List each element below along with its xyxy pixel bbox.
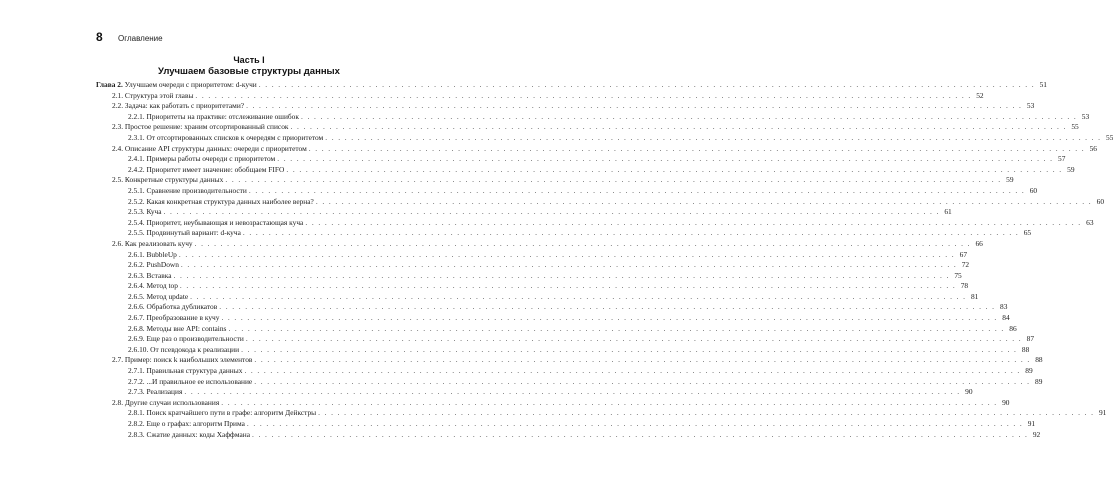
toc-entry-title: 2.4.1. Примеры работы очереди с приоритетом [128,154,276,164]
dot-leader: . . . . . . . . . . . . . . . . . . . . . . . . . . . . . . . . . . . . . . . . . . . . . . . . . . . . . . . . . . . . . . . . . . . . . . . . . . . . . . . . . . . . . . . . . . . . . . . . . . . . . . . . . . . . . . . . . . . . . . . . [286,164,1063,174]
toc-page-number: 90 [965,387,973,397]
toc-page-number: 88 [1021,344,1030,354]
toc-entry-title: 2.7. Пример: поиск k наибольших элементов [112,355,253,365]
dot-leader: . . . . . . . . . . . . . . . . . . . . . . . . . . . . . . . . . . . . . . . . . . . . . . . . . . . . . . . . . . . . . . . . . . . . . . . . . . . . . . . . . . . . . . . . . . . . . . . . . . . . . . . . . . . . . . . . . . . . . . . . [325,132,1102,142]
toc-page-number: 91 [1098,408,1107,418]
toc-entry-title: 2.6.6. Обработка дубликатов [128,302,218,312]
toc-entry-title: 2.6.9. Еще раз о производительности [128,334,244,344]
toc-page-number: 51 [1039,80,1047,89]
page-number: 8 [96,30,103,44]
table-of-contents [96,80,1113,440]
toc-subsection-entry [96,217,1094,229]
toc-page-number: 75 [954,270,962,280]
toc-subsection-entry [96,228,1032,239]
toc-page-number: 86 [1009,323,1017,333]
dot-leader: . . . . . . . . . . . . . . . . . . . . . . . . . . . . . . . . . . . . . . . . . . . . . . . . . . . . . . . . . . . . . . . . . . . . . . . . . . . . . . . . . . . . . . . . . . . . . . . . . . . . . . . . . . . . . . . . . . . . . . . . [315,196,1093,206]
toc-entry-title [96,80,257,91]
toc-page-number: 90 [1002,397,1010,407]
dot-leader: . . . . . . . . . . . . . . . . . . . . . . . . . . . . . . . . . . . . . . . . . . . . . . . . . . . . . . . . . . . . . . . . . . . . . . . . . . . . . . . . . . . . . . . . . . . . . . . . . . . . . . . . . . . . . . . . . . . . . . . . [254,355,1031,365]
part-title: Улучшаем базовые структуры данных [158,66,340,77]
toc-subsection-entry [96,302,1008,313]
toc-page-number: 60 [1029,185,1038,195]
dot-leader: . . . . . . . . . . . . . . . . . . . . . . . . . . . . . . . . . . . . . . . . . . . . . . . . . . . . . . . . . . . . . . . . . . . . . . . . . . . . . . . . . . . . . . . . . . . . . . . . . . . . . . . . . . . . . . . . . . . . . . . . [254,376,1031,386]
toc-page-number: 65 [1023,228,1032,238]
dot-leader: . . . . . . . . . . . . . . . . . . . . . . . . . . . . . . . . . . . . . . . . . . . . . . . . . . . . . . . . . . . . . . . . . . . . . . . . . . . . . . . . . . . . . . . . . . . . . . . . . . . . . . . . . . . . . . . . . . . . . . . . [245,334,1023,344]
toc-subsection-entry [96,154,1066,165]
dot-leader: . . . . . . . . . . . . . . . . . . . . . . . . . . . . . . . . . . . . . . . . . . . . . . . . . . . . . . . . . . . . . . . . . . . . . . . . . . . . . . . . . . . . . . . . . . . . . . . . . . . . . . . . . . . . . . . . . . . . . . . . [190,291,967,301]
toc-entry-title: 2.8.3. Сжатие данных: коды Хаффмана [128,429,250,439]
running-head [96,30,163,44]
dot-leader: . . . . . . . . . . . . . . . . . . . . . . . . . . . . . . . . . . . . . . . . . . . . . . . . . . . . . . . . . . . . . . . . . . . . . . . . . . . . . . . . . . . . . . . . . . . . . . . . . . . . . . . . . . . . . . . . . . . . . . . . [221,397,998,407]
dot-leader: . . . . . . . . . . . . . . . . . . . . . . . . . . . . . . . . . . . . . . . . . . . . . . . . . . . . . . . . . . . . . . . . . . . . . . . . . . . . . . . . . . . . . . . . . . . . . . . . . . . . . . . . . . . . . . . . . . . . . . . . [194,238,971,248]
dot-leader: . . . . . . . . . . . . . . . . . . . . . . . . . . . . . . . . . . . . . . . . . . . . . . . . . . . . . . . . . . . . . . . . . . . . . . . . . . . . . . . . . . . . . . . . . . . . . . . . . . . . . . . . . . . . . . . . . . . . . . . . [248,185,1026,195]
toc-page-number: 61 [944,207,952,217]
dot-leader: . . . . . . . . . . . . . . . . . . . . . . . . . . . . . . . . . . . . . . . . . . . . . . . . . . . . . . . . . . . . . . . . . . . . . . . . . . . . . . . . . . . . . . . . . . . . . . . . . . . . . . . . . . . . . . . . . . . . . . . . [241,344,1018,354]
toc-subsection-entry [96,334,1035,345]
toc-entry-title: 2.7.2. ...И правильное ее использование [128,376,253,386]
toc-page-number: 89 [1035,376,1043,386]
toc-subsection-entry [96,344,1030,356]
toc-entry-title: 2.6.8. Методы вне API: contains [128,323,227,333]
toc-subsection-entry [96,281,969,292]
toc-page-number: 59 [1067,164,1075,174]
toc-page-number: 53 [1026,101,1035,111]
toc-subsection-entry [96,366,1033,377]
toc-subsection-entry [96,196,1105,208]
toc-subsection-entry [96,185,1038,197]
toc-entry-title: 2.6.3. Вставка [128,270,172,280]
dot-leader: . . . . . . . . . . . . . . . . . . . . . . . . . . . . . . . . . . . . . . . . . . . . . . . . . . . . . . . . . . . . . . . . . . . . . . . . . . . . . . . . . . . . . . . . . . . . . . . . . . . . . . . . . . . . . . . . . . . . . . . . [179,281,957,291]
dot-leader: . . . . . . . . . . . . . . . . . . . . . . . . . . . . . . . . . . . . . . . . . . . . . . . . . . . . . . . . . . . . . . . . . . . . . . . . . . . . . . . . . . . . . . . . . . . . . . . . . . . . . . . . . . . . . . . . . . . . . . . . [244,366,1021,376]
toc-page-number: 81 [970,291,979,301]
dot-leader: . . . . . . . . . . . . . . . . . . . . . . . . . . . . . . . . . . . . . . . . . . . . . . . . . . . . . . . . . . . . . . . . . . . . . . . . . . . . . . . . . . . . . . . . . . . . . . . . . . . . . . . . . . . . . . . . . . . . . . . . [290,122,1067,132]
toc-subsection-entry [96,111,1090,123]
toc-entry-title: 2.4. Описание API структуры данных: очереди с приоритетом [112,143,307,153]
toc-entry-title: 2.6.7. Преобразование в кучу [128,313,220,323]
toc-page-number: 53 [1081,111,1090,121]
toc-chapter-title: Улучшаем очереди с приоритетом: d-кучи [124,80,257,89]
toc-page-number: 84 [1002,313,1010,323]
toc-subsection-entry [96,387,973,398]
toc-subsection-entry [96,260,970,271]
toc-entry-title: 2.5.4. Приоритет, неубывающая и невозрастающая куча [128,217,304,227]
running-head-title: Оглавление [118,34,163,43]
toc-page-number: 66 [975,238,983,248]
dot-leader: . . . . . . . . . . . . . . . . . . . . . . . . . . . . . . . . . . . . . . . . . . . . . . . . . . . . . . . . . . . . . . . . . . . . . . . . . . . . . . . . . . . . . . . . . . . . . . . . . . . . . . . . . . . . . . . . . . . . . . . . [180,260,958,270]
dot-leader: . . . . . . . . . . . . . . . . . . . . . . . . . . . . . . . . . . . . . . . . . . . . . . . . . . . . . . . . . . . . . . . . . . . . . . . . . . . . . . . . . . . . . . . . . . . . . . . . . . . . . . . . . . . . . . . . . . . . . . . . [173,270,950,280]
toc-entry-title: 2.6.10. От псевдокода к реализации [128,344,240,354]
dot-leader: . . . . . . . . . . . . . . . . . . . . . . . . . . . . . . . . . . . . . . . . . . . . . . . . . . . . . . . . . . . . . . . . . . . . . . . . . . . . . . . . . . . . . . . . . . . . . . . . . . . . . . . . . . . . . . . . . . . . . . . . [195,90,972,100]
dot-leader: . . . . . . . . . . . . . . . . . . . . . . . . . . . . . . . . . . . . . . . . . . . . . . . . . . . . . . . . . . . . . . . . . . . . . . . . . . . . . . . . . . . . . . . . . . . . . . . . . . . . . . . . . . . . . . . . . . . . . . . . [228,323,1005,333]
toc-subsection-entry [96,376,1043,388]
toc-subsection-entry [96,429,1041,441]
toc-page-number: 63 [1086,217,1094,227]
dot-leader: . . . . . . . . . . . . . . . . . . . . . . . . . . . . . . . . . . . . . . . . . . . . . . . . . . . . . . . . . . . . . . . . . . . . . . . . . . . . . . . . . . . . . . . . . . . . . . . . . . . . . . . . . . . . . . . . . . . . . . . . [163,207,940,217]
toc-chapter-label: Глава 2. [96,80,123,89]
toc-entry-title: 2.1. Структура этой главы [112,90,194,100]
toc-section-entry [96,397,1010,409]
toc-page-number: 57 [1058,154,1066,164]
toc-entry-title: 2.7.3. Реализация [128,387,183,397]
dot-leader: . . . . . . . . . . . . . . . . . . . . . . . . . . . . . . . . . . . . . . . . . . . . . . . . . . . . . . . . . . . . . . . . . . . . . . . . . . . . . . . . . . . . . . . . . . . . . . . . . . . . . . . . . . . . . . . . . . . . . . . . [178,249,956,259]
toc-entry-title: 2.2. Задача: как работать с приоритетами? [112,101,245,111]
toc-page-number: 52 [976,90,984,100]
dot-leader: . . . . . . . . . . . . . . . . . . . . . . . . . . . . . . . . . . . . . . . . . . . . . . . . . . . . . . . . . . . . . . . . . . . . . . . . . . . . . . . . . . . . . . . . . . . . . . . . . . . . . . . . . . . . . . . . . . . . . . . . [246,419,1024,428]
toc-entry-title: 2.8.1. Поиск кратчайшего пути в графе: алгоритм Дейкстры [128,408,317,418]
toc-page-number: 92 [1032,429,1041,439]
dot-leader: . . . . . . . . . . . . . . . . . . . . . . . . . . . . . . . . . . . . . . . . . . . . . . . . . . . . . . . . . . . . . . . . . . . . . . . . . . . . . . . . . . . . . . . . . . . . . . . . . . . . . . . . . . . . . . . . . . . . . . . . [225,175,1002,185]
toc-entry-title: 2.7.1. Правильная структура данных [128,366,243,376]
toc-page-number: 55 [1071,122,1079,132]
toc-entry-title: 2.5.3. Куча [128,207,162,217]
toc-entry-title: 2.5.5. Продвинутый вариант: d-куча [128,228,241,238]
toc-section-entry [96,175,1014,186]
toc-entry-title: 2.5.1. Сравнение производительности [128,185,247,195]
toc-page-number: 88 [1035,355,1043,365]
dot-leader: . . . . . . . . . . . . . . . . . . . . . . . . . . . . . . . . . . . . . . . . . . . . . . . . . . . . . . . . . . . . . . . . . . . . . . . . . . . . . . . . . . . . . . . . . . . . . . . . . . . . . . . . . . . . . . . . . . . . . . . . [277,154,1054,164]
toc-page-number: 78 [960,281,969,291]
dot-leader: . . . . . . . . . . . . . . . . . . . . . . . . . . . . . . . . . . . . . . . . . . . . . . . . . . . . . . . . . . . . . . . . . . . . . . . . . . . . . . . . . . . . . . . . . . . . . . . . . . . . . . . . . . . . . . . . . . . . . . . . [305,217,1082,227]
toc-page-number: 87 [1026,334,1035,344]
dot-leader: . . . . . . . . . . . . . . . . . . . . . . . . . . . . . . . . . . . . . . . . . . . . . . . . . . . . . . . . . . . . . . . . . . . . . . . . . . . . . . . . . . . . . . . . . . . . . . . . . . . . . . . . . . . . . . . . . . . . . . . . [258,80,1035,89]
toc-page-number: 56 [1089,143,1097,153]
toc-entry-title: 2.6.4. Метод top [128,281,178,291]
toc-page-number: 83 [1000,302,1008,312]
dot-leader: . . . . . . . . . . . . . . . . . . . . . . . . . . . . . . . . . . . . . . . . . . . . . . . . . . . . . . . . . . . . . . . . . . . . . . . . . . . . . . . . . . . . . . . . . . . . . . . . . . . . . . . . . . . . . . . . . . . . . . . . [300,111,1078,121]
toc-subsection-entry [96,291,979,303]
dot-leader: . . . . . . . . . . . . . . . . . . . . . . . . . . . . . . . . . . . . . . . . . . . . . . . . . . . . . . . . . . . . . . . . . . . . . . . . . . . . . . . . . . . . . . . . . . . . . . . . . . . . . . . . . . . . . . . . . . . . . . . . [246,101,1023,111]
toc-entry-title: 2.5.2. Какая конкретная структура данных наиболее верна? [128,196,314,206]
toc-page-number: 89 [1025,366,1033,376]
toc-section-entry [96,90,984,102]
part-label: Часть I [233,55,265,65]
toc-chapter-entry [96,80,1047,91]
dot-leader: . . . . . . . . . . . . . . . . . . . . . . . . . . . . . . . . . . . . . . . . . . . . . . . . . . . . . . . . . . . . . . . . . . . . . . . . . . . . . . . . . . . . . . . . . . . . . . . . . . . . . . . . . . . . . . . . . . . . . . . . [318,408,1095,418]
toc-entry-title: 2.5. Конкретные структуры данных [112,175,224,185]
toc-section-entry [96,143,1097,155]
toc-page-number: 72 [961,260,970,270]
toc-entry-title: 2.6. Как реализовать кучу [112,238,193,248]
toc-section-entry [96,122,1079,133]
toc-subsection-entry [96,249,968,261]
toc-subsection-entry [96,270,962,282]
toc-section-entry [96,101,1035,112]
toc-subsection-entry [96,313,1010,324]
toc-entry-title: 2.3. Простое решение: храним отсортированный список [112,122,289,132]
toc-subsection-entry [96,408,1107,419]
toc-page-number: 55 [1106,132,1113,142]
dot-leader: . . . . . . . . . . . . . . . . . . . . . . . . . . . . . . . . . . . . . . . . . . . . . . . . . . . . . . . . . . . . . . . . . . . . . . . . . . . . . . . . . . . . . . . . . . . . . . . . . . . . . . . . . . . . . . . . . . . . . . . . [252,429,1029,439]
toc-section-entry [96,355,1043,366]
toc-entry-title: 2.6.2. PushDown [128,260,179,270]
dot-leader: . . . . . . . . . . . . . . . . . . . . . . . . . . . . . . . . . . . . . . . . . . . . . . . . . . . . . . . . . . . . . . . . . . . . . . . . . . . . . . . . . . . . . . . . . . . . . . . . . . . . . . . . . . . . . . . . . . . . . . . . [242,228,1020,238]
dot-leader: . . . . . . . . . . . . . . . . . . . . . . . . . . . . . . . . . . . . . . . . . . . . . . . . . . . . . . . . . . . . . . . . . . . . . . . . . . . . . . . . . . . . . . . . . . . . . . . . . . . . . . . . . . . . . . . . . . . . . . . . [219,302,996,312]
toc-subsection-entry [96,164,1075,176]
toc-subsection-entry [96,132,1113,144]
toc-subsection-entry [96,207,952,218]
toc-page-number: 59 [1006,175,1014,185]
toc-entry-title: 2.4.2. Приоритет имеет значение: обобщаем FIFO [128,164,285,174]
toc-section-entry [96,238,983,250]
toc-entry-title: 2.3.1. От отсортированных списков к очередям с приоритетом [128,132,324,142]
toc-entry-title: 2.2.1. Приоритеты на практике: отслеживание ошибок [128,111,299,121]
toc-subsection-entry [96,323,1017,335]
toc-entry-title: 2.8.2. Еще о графах: алгоритм Прима [128,419,245,428]
dot-leader: . . . . . . . . . . . . . . . . . . . . . . . . . . . . . . . . . . . . . . . . . . . . . . . . . . . . . . . . . . . . . . . . . . . . . . . . . . . . . . . . . . . . . . . . . . . . . . . . . . . . . . . . . . . . . . . . . . . . . . . . [184,387,961,397]
toc-entry-title: 2.6.5. Метод update [128,291,189,301]
toc-page-number: 60 [1096,196,1105,206]
dot-leader: . . . . . . . . . . . . . . . . . . . . . . . . . . . . . . . . . . . . . . . . . . . . . . . . . . . . . . . . . . . . . . . . . . . . . . . . . . . . . . . . . . . . . . . . . . . . . . . . . . . . . . . . . . . . . . . . . . . . . . . . [221,313,998,323]
toc-entry-title: 2.6.1. BubbleUp [128,249,177,259]
dot-leader: . . . . . . . . . . . . . . . . . . . . . . . . . . . . . . . . . . . . . . . . . . . . . . . . . . . . . . . . . . . . . . . . . . . . . . . . . . . . . . . . . . . . . . . . . . . . . . . . . . . . . . . . . . . . . . . . . . . . . . . . [308,143,1085,153]
toc-page-number: 67 [959,249,968,259]
toc-subsection-entry [96,419,1036,430]
toc-page-number: 91 [1027,419,1036,428]
toc-entry-title: 2.8. Другие случаи использования [112,397,220,407]
